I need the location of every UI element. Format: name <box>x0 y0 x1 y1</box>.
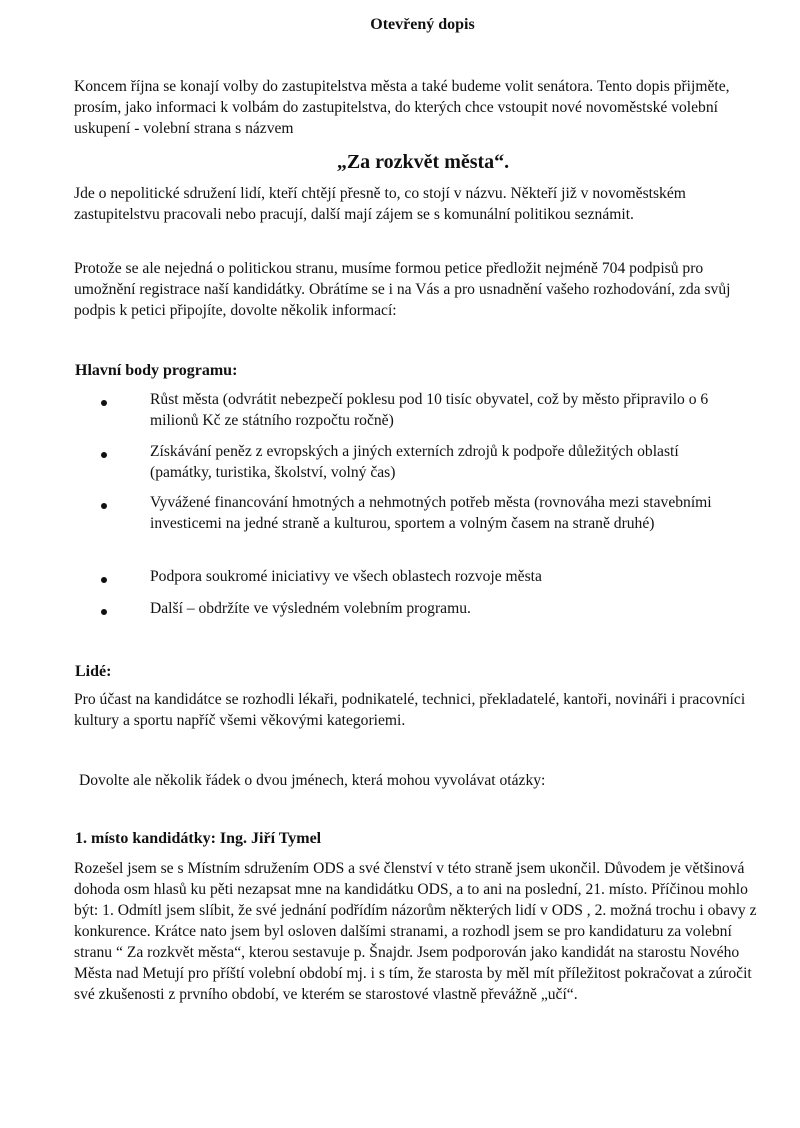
bullet-icon <box>101 609 107 615</box>
program-heading: Hlavní body programu: <box>75 362 238 379</box>
bullet-icon <box>101 400 107 406</box>
bullet-icon <box>101 503 107 509</box>
people-paragraph: Pro účast na kandidátce se rozhodli lékaři, podnikatelé, technici, překladatelé, kantoři, novináři i pracovníci kultury a sportu napříč všemi věkovými kategoriemi. <box>74 691 746 729</box>
candidate-paragraph: Rozešel jsem se s Místním sdružením ODS a své členství v této straně jsem ukončil. Důvodem je většinová dohoda osm hlasů ku pěti nezapsat mne na kandidátku ODS, a to ani na poslední, 21. místo. Příčinou mohlo být: 1. Odmítl jsem slíbit, že své jednání podřídím názorům některých lidí v ODS , 2. možná trochu i obavy z konkurence. Krátce nato jsem byl osloven dalšími stranami, a rozhodl jsem se pro kandidaturu za volební stranu “ Za rozkvět města“, kterou sestavuje p. Šnajdr. Jsem podporován jako kandidát na starostu Nového Města nad Metují pro příští volební období mj. i s tím, že starosta by měl mít příležitost pokračovat a zúročit své zkušenosti z prvního období, ve kterém se starostové vlastně převážně „učí“. <box>74 860 757 1003</box>
names-intro: Dovolte ale několik řádek o dvou jménech, která mohou vyvolávat otázky: <box>79 772 546 789</box>
candidate-heading: 1. místo kandidátky: Ing. Jiří Tymel <box>75 830 322 847</box>
bullet-icon <box>101 577 107 583</box>
program-item-text: Další – obdržíte ve výsledném volebním programu. <box>150 600 471 617</box>
program-item-text: Podpora soukromé iniciativy ve všech oblastech rozvoje města <box>150 568 542 585</box>
letter-title: Otevřený dopis <box>370 16 475 33</box>
program-item-text: Růst města (odvrátit nebezpečí poklesu pod 10 tisíc obyvatel, což by město připravilo o 6 milionů Kč ze státního rozpočtu ročně) <box>150 391 709 429</box>
people-heading: Lidé: <box>75 663 112 680</box>
program-item-text: Vyvážené financování hmotných a nehmotných potřeb města (rovnováha mezi stavebními investicemi na jedné straně a kulturou, sportem a volným časem na straně druhé) <box>150 494 712 532</box>
description-paragraph: Jde o nepolitické sdružení lidí, kteří chtějí přesně to, co stojí v názvu. Někteří již v novoměstském zastupitelstvu pracovali nebo pracují, další mají zájem se s komunální politikou seznámit. <box>74 185 686 223</box>
party-name: „Za rozkvět města“. <box>336 151 510 173</box>
petition-paragraph: Protože se ale nejedná o politickou stranu, musíme formou petice předložit nejméně 704 podpisů pro umožnění registrace naší kandidátky. Obrátíme se i na Vás a pro usnadnění vašeho rozhodování, zda svůj podpis k petici připojíte, dovolte několik informací: <box>74 260 731 319</box>
intro-paragraph: Koncem října se konají volby do zastupitelstva města a také budeme volit senátora. Tento dopis přijměte, prosím, jako informaci k volbám do zastupitelstva, do kterých chce vstoupit nové novoměstské volební uskupení - volební strana s názvem <box>74 78 730 137</box>
program-item-text: Získávání peněz z evropských a jiných externích zdrojů k podpoře důležitých oblastí (památky, turistika, školství, volný čas) <box>150 443 679 481</box>
bullet-icon <box>101 452 107 458</box>
